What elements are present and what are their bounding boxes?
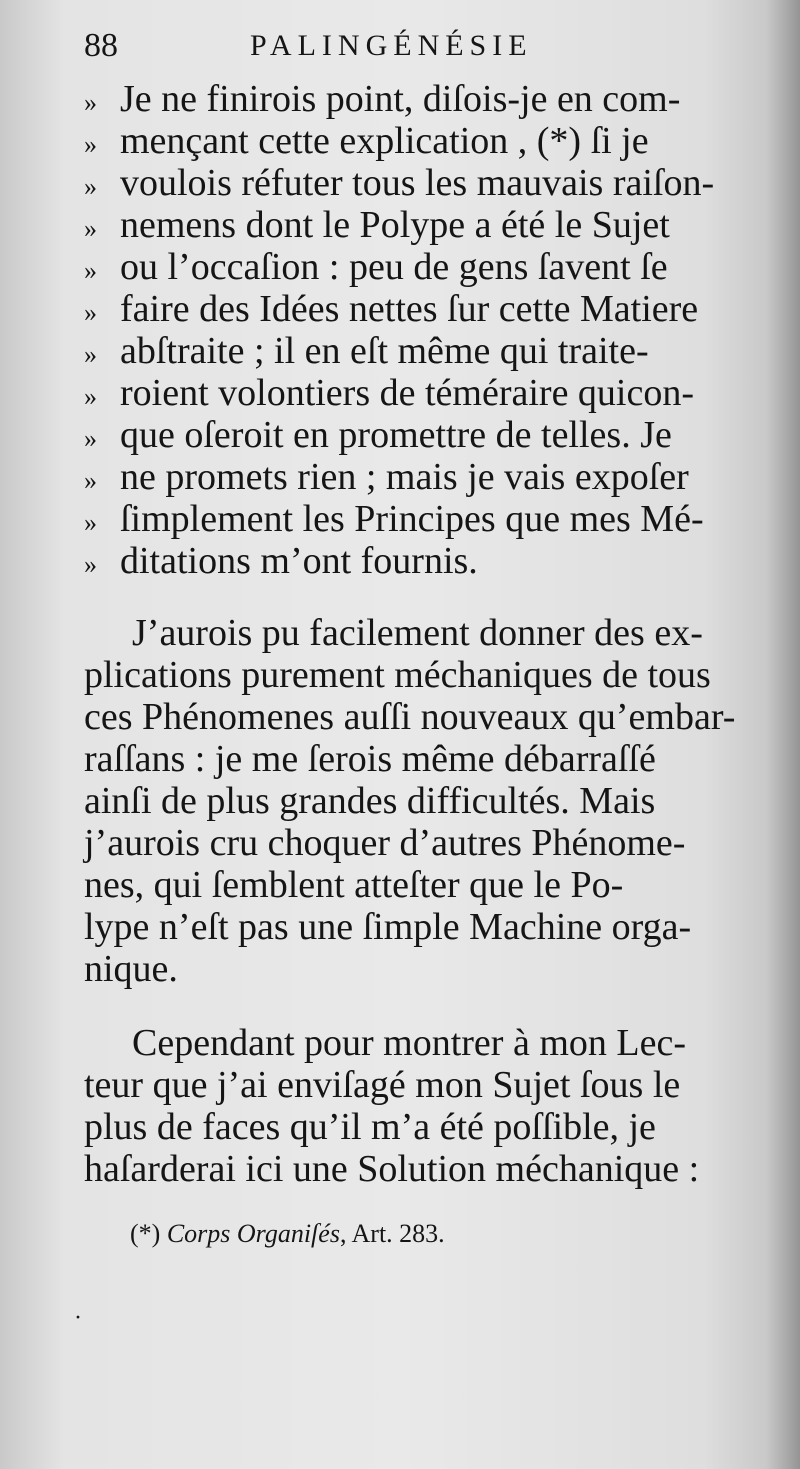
quote-marker: » xyxy=(84,214,97,243)
stray-mark: · xyxy=(74,1305,82,1331)
text-line-7 xyxy=(84,330,734,376)
line-text: ſimplement les Principes que mes Mé- xyxy=(120,498,704,540)
text-line-2 xyxy=(84,120,734,166)
line-text: ces Phénomenes auſſi nouveaux qu’embar- xyxy=(84,696,736,738)
line-text: teur que j’ai enviſagé mon Sujet ſous le xyxy=(84,1064,681,1106)
line-text: roient volontiers de téméraire quicon- xyxy=(120,372,695,414)
text-line-14 xyxy=(84,654,734,696)
footnote-marker: (*) xyxy=(130,1219,161,1248)
line-text: ne promets rien ; mais je vais expoſer xyxy=(120,456,689,498)
line-text: nique. xyxy=(84,948,178,990)
quote-marker: » xyxy=(84,256,97,285)
line-text: ainſi de plus grandes difficultés. Mais xyxy=(84,780,656,822)
text-line-25 xyxy=(84,1148,734,1190)
quote-marker: » xyxy=(84,550,97,579)
line-text: Cependant pour montrer à mon Lec- xyxy=(132,1022,686,1064)
line-text: plications purement méchaniques de tous xyxy=(84,654,711,696)
quote-marker: » xyxy=(84,298,97,327)
text-line-1 xyxy=(84,78,734,124)
text-line-16 xyxy=(84,738,734,780)
line-text: j’aurois cru choquer d’autres Phénome- xyxy=(84,822,686,864)
text-line-18 xyxy=(84,822,734,864)
line-text: nemens dont le Polype a été le Sujet xyxy=(120,204,670,246)
line-text: mençant cette explication , (*) ſi je xyxy=(120,120,649,162)
text-line-19 xyxy=(84,864,734,906)
quote-marker: » xyxy=(84,88,97,117)
line-text: haſarderai ici une Solution méchanique : xyxy=(84,1148,700,1190)
line-text: que oſeroit en promettre de telles. Je xyxy=(120,414,672,456)
text-line-20 xyxy=(84,906,734,948)
quote-marker: » xyxy=(84,424,97,453)
line-text: abſtraite ; il en eſt même qui traite- xyxy=(120,330,649,372)
line-text: lype n’eſt pas une ſimple Machine orga- xyxy=(84,906,692,948)
quote-marker: » xyxy=(84,382,97,411)
text-line-22 xyxy=(132,1022,782,1064)
quote-marker: » xyxy=(84,130,97,159)
text-line-5 xyxy=(84,246,734,292)
footnote xyxy=(130,1218,445,1250)
footnote-reference: , Art. 283. xyxy=(339,1219,445,1248)
text-line-6 xyxy=(84,288,734,334)
text-line-10 xyxy=(84,456,734,502)
line-text: J’aurois pu facilement donner des ex- xyxy=(132,612,703,654)
line-text: Je ne finirois point, diſois-je en com- xyxy=(120,78,681,120)
quote-marker: » xyxy=(84,508,97,537)
quote-marker: » xyxy=(84,172,97,201)
quote-marker: » xyxy=(84,466,97,495)
page-shadow xyxy=(766,0,800,1469)
line-text: faire des Idées nettes ſur cette Matiere xyxy=(120,288,699,330)
text-line-24 xyxy=(84,1106,734,1148)
text-line-3 xyxy=(84,162,734,208)
line-text: ditations m’ont fournis. xyxy=(120,540,478,582)
text-line-8 xyxy=(84,372,734,418)
text-line-21 xyxy=(84,948,734,990)
text-line-12 xyxy=(84,540,734,586)
page-number: 88 xyxy=(84,27,118,64)
text-line-23 xyxy=(84,1064,734,1106)
text-line-17 xyxy=(84,780,734,822)
line-text: plus de faces qu’il m’a été poſſible, je xyxy=(84,1106,656,1148)
quote-marker: » xyxy=(84,340,97,369)
text-line-11 xyxy=(84,498,734,544)
text-line-13 xyxy=(132,612,782,654)
text-line-4 xyxy=(84,204,734,250)
text-line-15 xyxy=(84,696,734,738)
line-text: ou l’occaſion : peu de gens ſavent ſe xyxy=(120,246,668,288)
line-text: nes, qui ſemblent atteſter que le Po- xyxy=(84,864,624,906)
line-text: voulois réfuter tous les mauvais raiſon- xyxy=(120,162,715,204)
footnote-source: Corps Organiſés xyxy=(166,1219,340,1248)
running-head: PALINGÉNÉSIE xyxy=(250,29,533,62)
text-line-9 xyxy=(84,414,734,460)
line-text: raſſans : je me ſerois même débarraſſé xyxy=(84,738,656,780)
